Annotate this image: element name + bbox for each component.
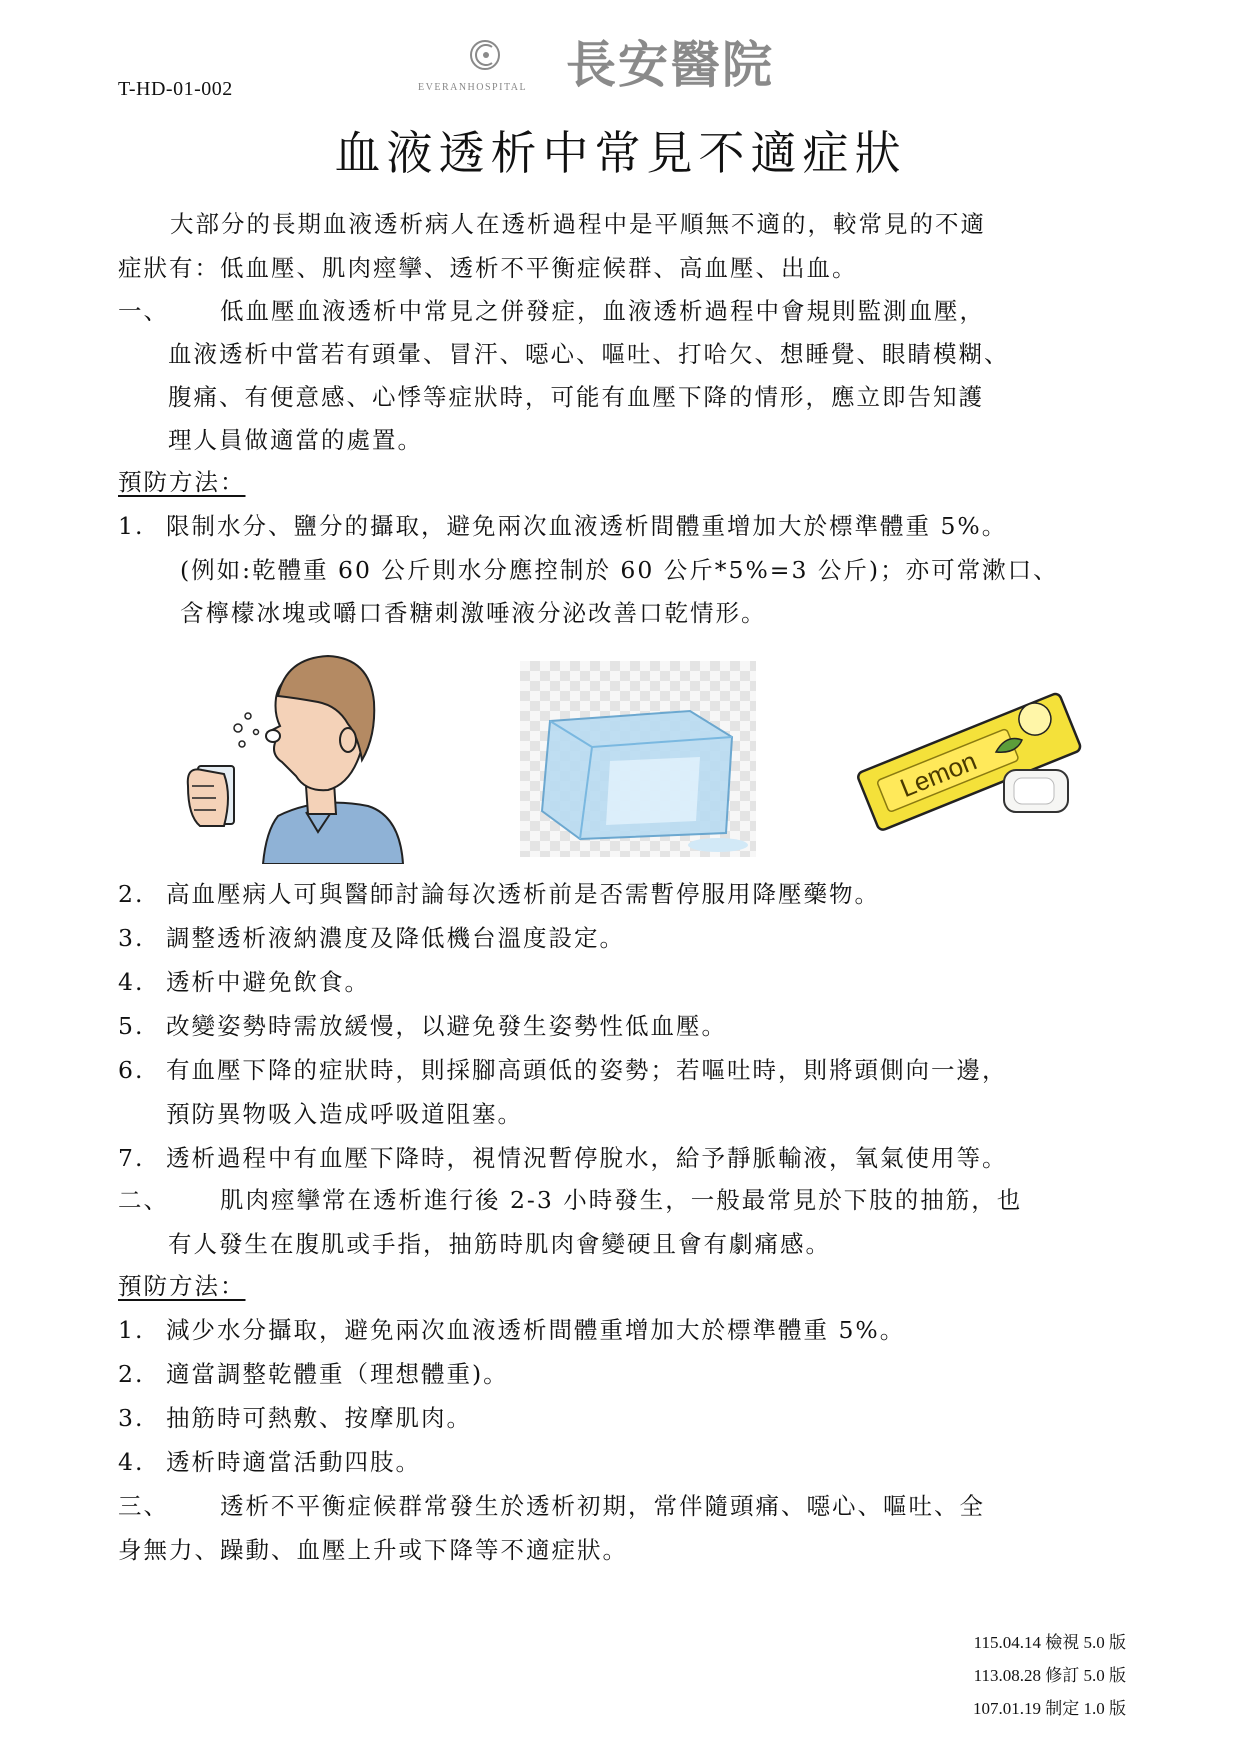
revision-note: 115.04.14 檢視 5.0 版 bbox=[973, 1633, 1126, 1652]
page-title: 血液透析中常見不適症狀 bbox=[334, 126, 907, 180]
section1-line: 腹痛、有便意感、心悸等症狀時，可能有血壓下降的情形，應立即告知護 bbox=[168, 383, 984, 411]
section-number: 二、 bbox=[118, 1186, 169, 1214]
logo-chinese-name: 長安醫院 bbox=[566, 36, 774, 94]
list-item-text: 改變姿勢時需放緩慢，以避免發生姿勢性低血壓。 bbox=[166, 1012, 727, 1040]
item-number: 2. bbox=[118, 880, 145, 908]
prevention-heading: 預防方法： bbox=[118, 468, 246, 496]
item-number: 1. bbox=[118, 512, 145, 540]
prevention-heading: 預防方法： bbox=[118, 1272, 246, 1300]
section3-line: 身無力、躁動、血壓上升或下降等不適症狀。 bbox=[118, 1536, 628, 1564]
logo-english-name: EVERANHOSPITAL bbox=[418, 82, 528, 93]
item-number: 1. bbox=[118, 1316, 145, 1344]
list-item-text: 有血壓下降的症狀時，則採腳高頭低的姿勢；若嘔吐時，則將頭側向一邊， bbox=[166, 1056, 1008, 1084]
list-item-text: 透析過程中有血壓下降時，視情況暫停脫水，給予靜脈輸液，氧氣使用等。 bbox=[166, 1144, 1008, 1172]
item-number: 4. bbox=[118, 968, 145, 996]
section1-line: 低血壓血液透析中常見之併發症，血液透析過程中會規則監測血壓， bbox=[220, 297, 985, 325]
item-number: 3. bbox=[118, 1404, 145, 1432]
section1-line: 理人員做適當的處置。 bbox=[168, 426, 423, 454]
gargle-illustration bbox=[178, 636, 408, 864]
item-number: 3. bbox=[118, 924, 145, 952]
revision-note: 107.01.19 制定 1.0 版 bbox=[973, 1699, 1126, 1718]
intro-line: 症狀有：低血壓、肌肉痙攣、透析不平衡症候群、高血壓、出血。 bbox=[118, 254, 858, 282]
list-item-text: 抽筋時可熱敷、按摩肌肉。 bbox=[166, 1404, 472, 1432]
list-item-text: 預防異物吸入造成呼吸道阻塞。 bbox=[166, 1100, 523, 1128]
hospital-emblem-icon bbox=[468, 38, 502, 72]
section2-line: 有人發生在腹肌或手指，抽筋時肌肉會變硬且會有劇痛感。 bbox=[168, 1230, 831, 1258]
item-number: 6. bbox=[118, 1056, 145, 1084]
ice-cube-illustration bbox=[520, 661, 756, 857]
list-item-text: 高血壓病人可與醫師討論每次透析前是否需暫停服用降壓藥物。 bbox=[166, 880, 880, 908]
hospital-logo bbox=[418, 38, 818, 100]
revision-note: 113.08.28 修訂 5.0 版 bbox=[973, 1666, 1126, 1685]
list-item-text: 透析時適當活動四肢。 bbox=[166, 1448, 421, 1476]
gum-pack-label: Lemon bbox=[895, 745, 981, 804]
list-item-text: 適當調整乾體重（理想體重)。 bbox=[166, 1360, 509, 1388]
list-item-text: 限制水分、鹽分的攝取，避免兩次血液透析間體重增加大於標準體重 5%。 bbox=[166, 512, 1008, 540]
list-item-text: (例如:乾體重 60 公斤則水分應控制於 60 公斤*5%=3 公斤)；亦可常漱口、 bbox=[180, 556, 1059, 584]
lemon-gum-illustration bbox=[846, 652, 1092, 860]
section3-line: 透析不平衡症候群常發生於透析初期，常伴隨頭痛、噁心、嘔吐、全 bbox=[220, 1492, 985, 1520]
list-item-text: 調整透析液納濃度及降低機台溫度設定。 bbox=[166, 924, 625, 952]
item-number: 5. bbox=[118, 1012, 145, 1040]
list-item-text: 透析中避免飲食。 bbox=[166, 968, 370, 996]
document-code: T-HD-01-002 bbox=[118, 78, 233, 100]
section1-line: 血液透析中當若有頭暈、冒汗、噁心、嘔吐、打哈欠、想睡覺、眼睛模糊、 bbox=[168, 340, 1010, 368]
intro-line: 大部分的長期血液透析病人在透析過程中是平順無不適的，較常見的不適 bbox=[170, 210, 986, 238]
list-item-text: 含檸檬冰塊或嚼口香糖刺激唾液分泌改善口乾情形。 bbox=[180, 599, 767, 627]
section-number: 一、 bbox=[118, 297, 169, 325]
section-number: 三、 bbox=[118, 1492, 169, 1520]
section2-line: 肌肉痙攣常在透析進行後 2-3 小時發生，一般最常見於下肢的抽筋，也 bbox=[220, 1186, 1023, 1214]
item-number: 4. bbox=[118, 1448, 145, 1476]
item-number: 7. bbox=[118, 1144, 145, 1172]
item-number: 2. bbox=[118, 1360, 145, 1388]
list-item-text: 減少水分攝取，避免兩次血液透析間體重增加大於標準體重 5%。 bbox=[166, 1316, 906, 1344]
